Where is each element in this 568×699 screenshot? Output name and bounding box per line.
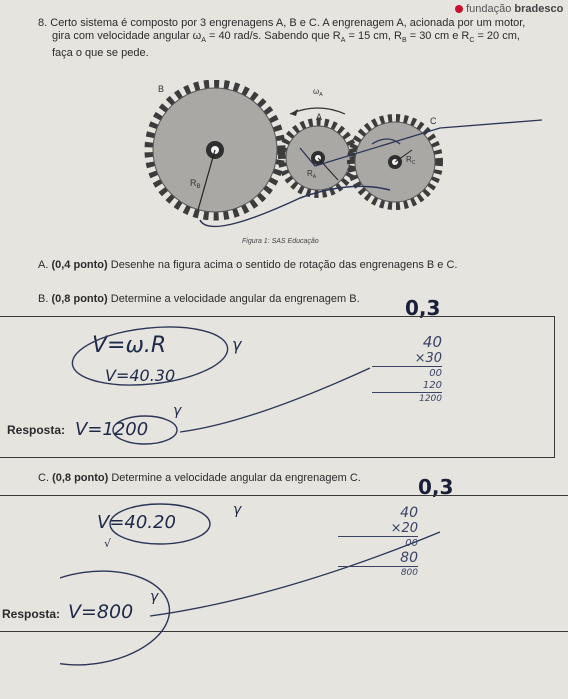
brand-name-bold: bradesco [514,3,564,15]
item-c [38,472,418,485]
gamma-mark-c1: γ [233,502,242,518]
calc-c-line-4: 80 [338,550,418,567]
answer-b-substitution: V=40.30 [105,366,176,385]
gears-figure [140,80,550,250]
item-a-points: (0,4 ponto) [51,259,108,271]
sub-rb: B [401,37,407,45]
item-b [38,293,418,306]
label-gear-a: A [316,112,323,122]
item-a-text: Desenhe na figura acima o sentido de rotação das engrenagens B e C. [110,259,458,271]
rc-letter: R [406,155,412,164]
rb-sub: B [196,184,201,190]
answer-c-value: V=800 [68,601,134,623]
answer-c-label: Resposta: [2,607,61,621]
question-statement [38,17,563,60]
item-b-points: (0,8 ponto) [51,293,108,305]
answer-b-label: Resposta: [7,423,66,437]
item-b-text: Determine a velocidade angular da engrenagem B. [110,293,360,305]
rotation-arrowhead-a [290,109,298,116]
figure-caption: Figura 1: SAS Educação [242,238,319,245]
calc-c-line-5: 800 [400,568,418,578]
calc-b-line-4: 120 [372,380,442,393]
rc-sub: C [411,160,416,166]
question-line-3: faça o que se pede. [52,47,149,60]
calc-c-line-1: 40 [400,505,418,521]
item-c-score: 0,3 [418,475,454,499]
answer-b-value: V=1200 [75,419,149,440]
gamma-mark-b1: γ [232,335,242,354]
label-omega [313,87,323,98]
omega-sub: A [319,92,323,98]
gamma-mark-b2: γ [173,403,182,419]
gear-c [351,118,439,206]
item-b-letter: B. [38,293,49,305]
gear-b [149,84,281,216]
question-line-2: gira com velocidade angular $\omega_A = 40$ rad/s. Sabendo que $R_A = 15$ cm, $R_B = 30$ cm e $R_C = 20$ cm, [52,30,520,45]
answer-c-formula: V=40.20 [97,512,176,533]
question-text-1: Certo sistema é composto por 3 engrenagens A, B e C. A engrenagem A, acionada por um motor, [50,17,526,29]
item-a-letter: A. [38,259,49,271]
sub-omega: A [201,37,206,45]
calc-c-line-2: ×20 [338,521,418,537]
calc-b-line-5: 1200 [419,394,442,404]
item-c-text: Determine a velocidade angular da engrenagem C. [111,472,361,484]
answer-b-calculation [372,334,442,405]
item-c-letter: C. [38,472,49,484]
calc-b-line-1: 40 [422,333,442,351]
answer-c-calculation [338,505,418,579]
ra-sub: A [312,174,317,180]
ra-letter: R [307,169,313,178]
rb-letter: R [190,178,197,188]
answer-b-swoosh [180,368,370,432]
sub-ra: A [340,37,346,45]
item-c-points: (0,8 ponto) [52,472,109,484]
item-b-score: 0,3 [405,296,441,320]
answer-c-formula-circle [110,504,210,544]
question-number: 8. [38,17,48,29]
formula-circle [70,320,230,392]
omega-symbol: ω [313,87,320,96]
label-gear-c: C [430,116,437,126]
label-gear-b: B [158,84,165,94]
gamma-mark-c2: γ [150,589,159,605]
answer-c-check: √ [104,537,112,550]
calc-b-line-3: 00 [429,368,442,379]
item-a [38,259,563,272]
answer-c-handwritten-marks [60,498,500,668]
logo-icon [455,5,463,13]
sub-rc: C [469,37,475,45]
brand-logo [455,3,563,15]
brand-name-light: fundação [466,3,512,15]
question-line-1 [38,17,563,30]
calc-b-line-2: ×30 [372,351,442,367]
answer-b-formula: V=ω.R [92,333,167,358]
calc-c-line-3: 00 [405,538,418,549]
